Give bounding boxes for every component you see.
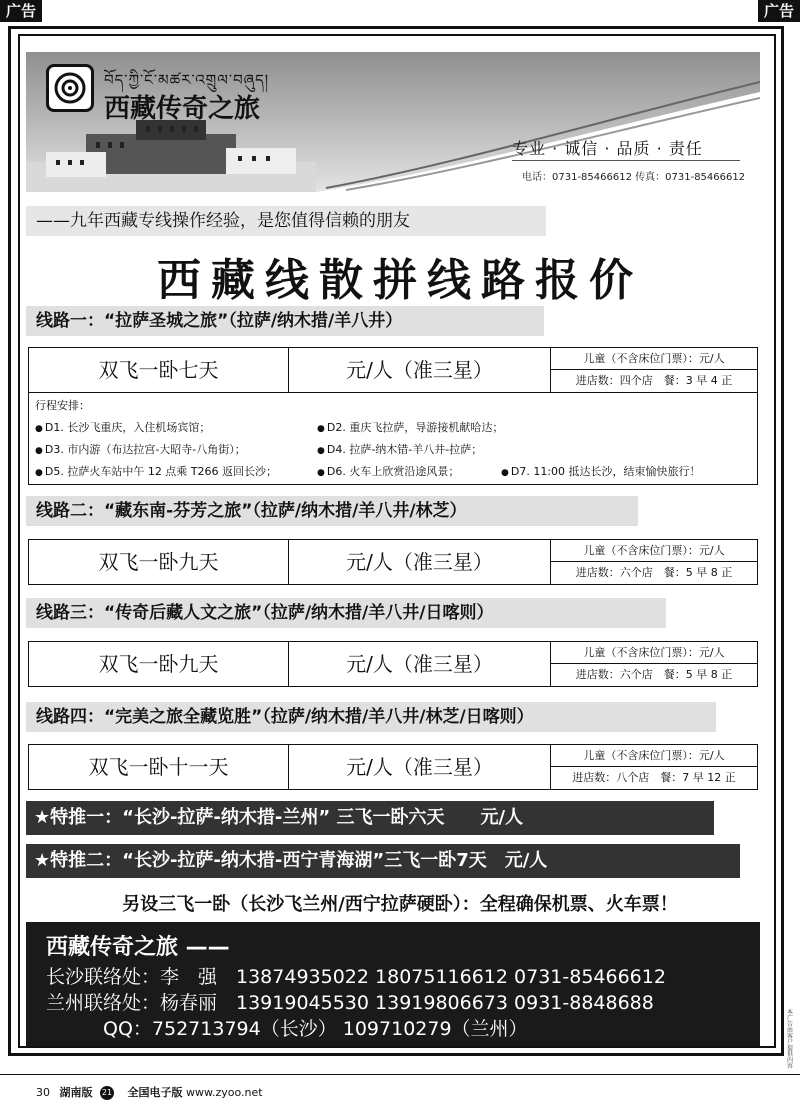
route-price-table <box>28 641 758 687</box>
page-footer <box>36 1084 263 1100</box>
slogan-divider <box>512 160 740 161</box>
itinerary-item: ● D5. 拉萨火车站中午 12 点乘 T266 返回长沙； <box>35 463 277 479</box>
brand-tibetan-name: བོད་ཀྱི་ངོ་མཚར་འགྲུལ་བཞུད། <box>104 71 270 89</box>
route-price: 元/人（准三星） <box>289 348 551 392</box>
itinerary-item: ● D2. 重庆飞拉萨，导游接机献哈达； <box>317 419 503 435</box>
route-child-price: 儿童（不含床位门票）：元/人 <box>551 745 757 767</box>
itinerary-item: ● D6. 火车上欣赏沿途风景； <box>317 463 459 479</box>
page-number: 30 <box>36 1086 50 1099</box>
footer-divider <box>0 1074 800 1075</box>
ad-label-right: 广告 <box>758 0 800 22</box>
route-duration: 双飞一卧十一天 <box>29 745 289 789</box>
brand-logo-icon <box>46 64 94 112</box>
route-heading: 线路一：“拉萨圣城之旅”（拉萨/纳木措/羊八井） <box>26 306 544 336</box>
route-price: 元/人（准三星） <box>289 642 551 686</box>
itinerary-item: ● D7. 11:00 抵达长沙，结束愉快旅行！ <box>501 463 701 479</box>
edition-badge-icon: 21 <box>100 1086 114 1100</box>
brand-name: 西藏传奇之旅 <box>104 94 261 124</box>
itinerary-item: ● D4. 拉萨-纳木错-羊八井-拉萨； <box>317 441 482 457</box>
route-duration: 双飞一卧九天 <box>29 642 289 686</box>
subtitle: ——九年西藏专线操作经验，是您值得信赖的朋友 <box>26 206 546 236</box>
route-shops-meals: 进店数：六个店 餐：5 早 8 正 <box>575 668 733 681</box>
itinerary-item: ● D1. 长沙飞重庆，入住机场宾馆； <box>35 419 210 435</box>
route-duration: 双飞一卧九天 <box>29 540 289 584</box>
route-child-price: 儿童（不含床位门票）：元/人 <box>551 348 757 370</box>
side-note: 本广告由客户提供内容 <box>787 1009 794 1070</box>
route-price-table <box>28 744 758 790</box>
itinerary-box <box>28 393 758 485</box>
promo-banner: ★特推二：“长沙-拉萨-纳木措-西宁青海湖”三飞一卧7天 元/人 <box>26 844 740 878</box>
header-banner <box>26 52 760 192</box>
route-heading: 线路二：“藏东南-芬芳之旅”（拉萨/纳木措/羊八井/林芝） <box>26 496 638 526</box>
route-price: 元/人（准三星） <box>289 540 551 584</box>
contact-line: 兰州联络处：杨春丽 13919045530 13919806673 0931-8848688 <box>46 992 654 1014</box>
route-price: 元/人（准三星） <box>289 745 551 789</box>
route-child-price: 儿童（不含床位门票）：元/人 <box>551 642 757 664</box>
edition-label: 湖南版 <box>59 1086 93 1099</box>
route-duration: 双飞一卧七天 <box>29 348 289 392</box>
itinerary-title: 行程安排： <box>35 399 90 412</box>
route-heading: 线路三：“传奇后藏人文之旅”（拉萨/纳木措/羊八井/日喀则） <box>26 598 666 628</box>
phone-fax: 电话：0731-85466612 传真：0731-85466612 <box>522 172 746 183</box>
contact-panel <box>26 922 760 1046</box>
route-heading: 线路四：“完美之旅全藏览胜”（拉萨/纳木措/羊八井/林芝/日喀则） <box>26 702 716 732</box>
route-shops-meals: 进店数：四个店 餐：3 早 4 正 <box>575 374 733 387</box>
route-price-table <box>28 539 758 585</box>
contact-line: QQ：752713794（长沙） 109710279（兰州） <box>46 1018 528 1040</box>
route-shops-meals: 进店数：八个店 餐：7 早 12 正 <box>572 771 736 784</box>
contact-title: 西藏传奇之旅 —— <box>46 935 230 960</box>
promo-banner: ★特推一：“长沙-拉萨-纳木措-兰州” 三飞一卧六天 元/人 <box>26 801 714 835</box>
route-child-price: 儿童（不含床位门票）：元/人 <box>551 540 757 562</box>
publication-brand: 全国电子版 <box>127 1086 183 1099</box>
slogan: 专业 · 诚信 · 品质 · 责任 <box>512 139 703 158</box>
route-price-table <box>28 347 758 393</box>
route-shops-meals: 进店数：六个店 餐：5 早 8 正 <box>575 566 733 579</box>
ad-label-left: 广告 <box>0 0 42 22</box>
page-title: 西藏线散拼线路报价 <box>157 255 643 306</box>
website-link[interactable]: www.zyoo.net <box>186 1086 263 1099</box>
itinerary-item: ● D3. 市内游（布达拉宫-大昭寺-八角街）； <box>35 441 246 457</box>
ticket-note: 另设三飞一卧（长沙飞兰州/西宁拉萨硬卧）：全程确保机票、火车票！ <box>122 894 678 915</box>
contact-line: 长沙联络处：李 强 13874935022 18075116612 0731-85466612 <box>46 966 666 988</box>
